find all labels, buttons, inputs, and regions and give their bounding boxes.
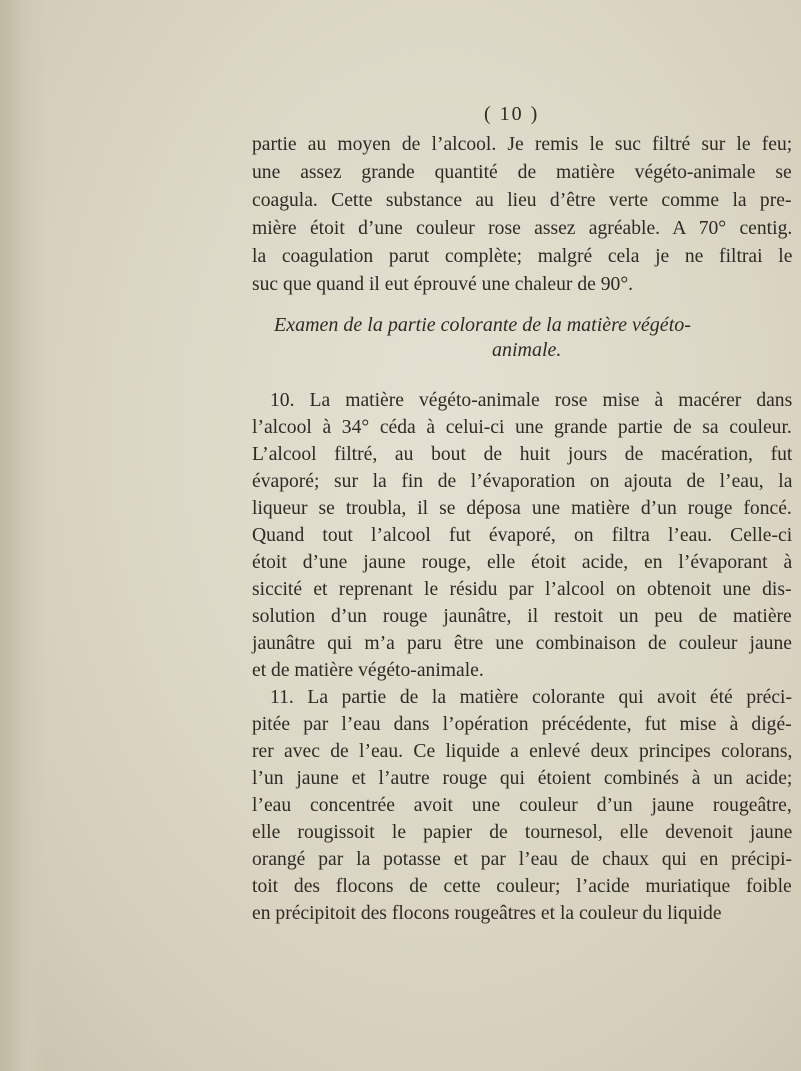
text-line: solution d’un rouge jaunâtre, il restoit un peu de matière bbox=[252, 606, 792, 627]
text-line: rer avec de l’eau. Ce liquide a enlevé deux principes colorans, bbox=[252, 741, 793, 762]
paragraph-10-start: 10. La matière végéto-animale rose mise à macérer dans bbox=[270, 390, 793, 411]
text-line: et de matière végéto-animale. bbox=[252, 660, 484, 681]
text-line: la coagulation parut complète; malgré cela je ne filtrai le bbox=[252, 246, 793, 267]
text-line: liqueur se troubla, il se déposa une matière d’un rouge foncé. bbox=[252, 498, 792, 519]
text-line: Quand tout l’alcool fut évaporé, on filtra l’eau. Celle-ci bbox=[252, 525, 793, 546]
text-line: l’un jaune et l’autre rouge qui étoient combinés à un acide; bbox=[252, 768, 793, 789]
text-line: toit des flocons de cette couleur; l’acide muriatique foible bbox=[252, 876, 792, 897]
text-line: elle rougissoit le papier de tournesol, elle devenoit jaune bbox=[252, 822, 793, 843]
paragraph-11-start: 11. La partie de la matière colorante qui avoit été préci- bbox=[270, 687, 793, 708]
text-line: étoit d’une jaune rouge, elle étoit acide, en l’évaporant à bbox=[252, 552, 793, 573]
page-gutter bbox=[0, 0, 46, 1071]
text-line: orangé par la potasse et par l’eau de chaux qui en précipi- bbox=[252, 849, 793, 870]
text-line: l’alcool à 34° céda à celui-ci une grande partie de sa couleur. bbox=[252, 417, 792, 438]
text-line: siccité et reprenant le résidu par l’alcool on obtenoit une dis- bbox=[252, 579, 792, 600]
section-heading: Examen de la partie colorante de la matière végéto- bbox=[274, 314, 691, 336]
text-line: évaporé; sur la fin de l’évaporation on ajouta de l’eau, la bbox=[252, 471, 793, 492]
text-line: une assez grande quantité de matière végéto-animale se bbox=[252, 162, 792, 183]
text-line: partie au moyen de l’alcool. Je remis le suc filtré sur le feu; bbox=[252, 134, 793, 155]
text-line: en précipitoit des flocons rougeâtres et la couleur du liquide bbox=[252, 903, 722, 924]
text-line: pitée par l’eau dans l’opération précédente, fut mise à digé- bbox=[252, 714, 792, 735]
page-number: ( 10 ) bbox=[484, 103, 540, 125]
text-line: coagula. Cette substance au lieu d’être verte comme la pre- bbox=[252, 190, 792, 211]
text-line: mière étoit d’une couleur rose assez agréable. A 70° centig. bbox=[252, 218, 793, 239]
text-line: l’eau concentrée avoit une couleur d’un jaune rougeâtre, bbox=[252, 795, 792, 816]
text-line: L’alcool filtré, au bout de huit jours de macération, fut bbox=[252, 444, 793, 465]
text-line: jaunâtre qui m’a paru être une combinaison de couleur jaune bbox=[252, 633, 792, 654]
text-line: suc que quand il eut éprouvé une chaleur de 90°. bbox=[252, 274, 634, 295]
section-heading-continued: animale. bbox=[492, 339, 562, 361]
